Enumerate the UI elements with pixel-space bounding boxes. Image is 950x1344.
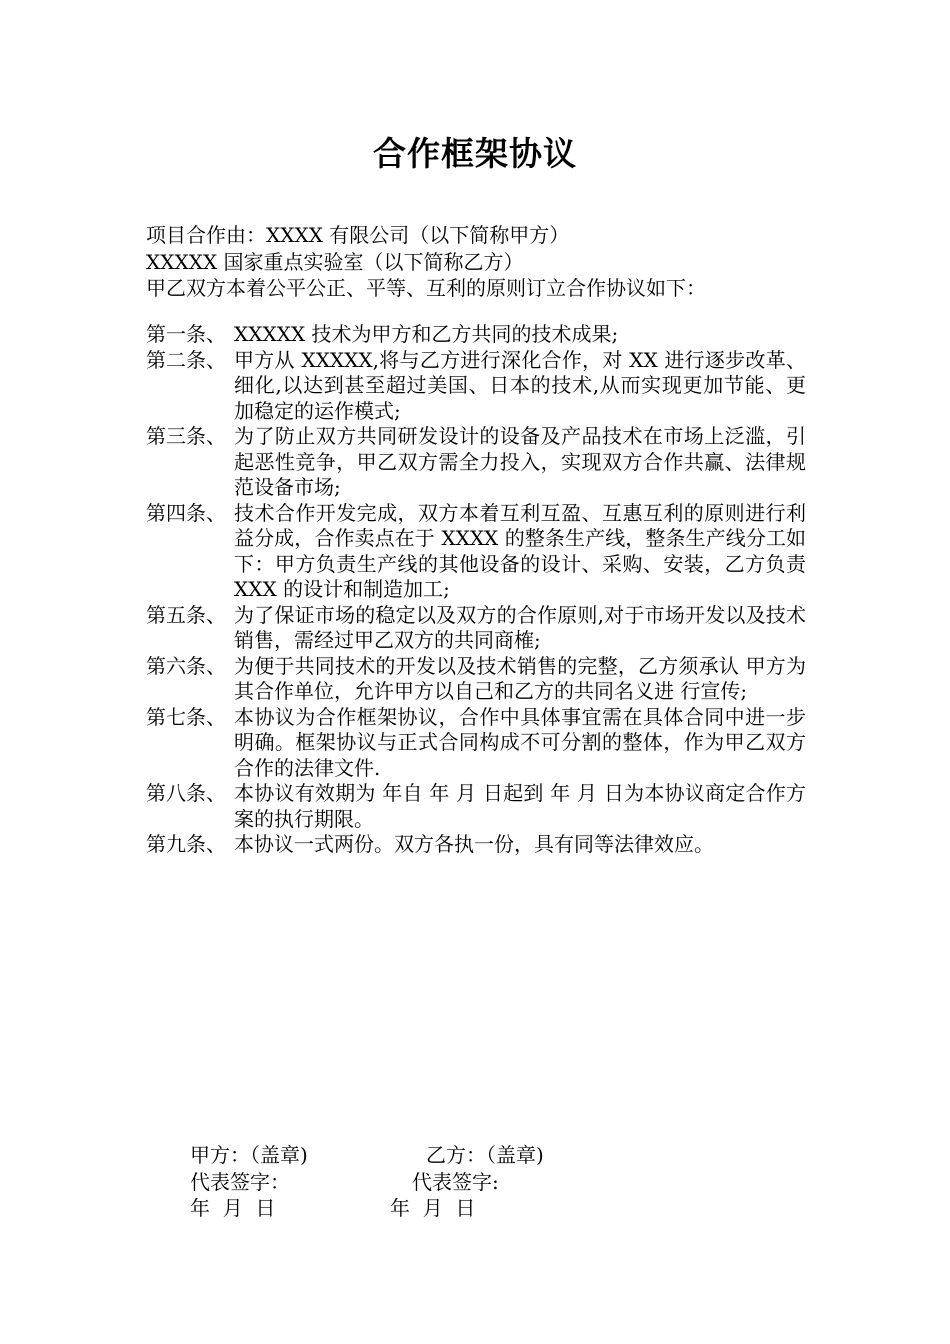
article-text: 为了保证市场的稳定以及双方的合作原则,对于市场开发以及技术销售，需经过甲乙双方的共同商榷;	[234, 602, 806, 652]
article-6	[146, 654, 806, 705]
intro-block	[146, 222, 806, 302]
article-text: 为了防止双方共同研发设计的设备及产品技术在市场上泛滥，引起恶性竞争，甲乙双方需全力投入，实现双方合作共赢、法律规范设备市场;	[234, 424, 806, 499]
article-label: 第六条、	[146, 653, 226, 678]
party-b-seal: 乙方：（盖章)	[426, 1143, 544, 1167]
article-label: 第四条、	[146, 500, 226, 525]
intro-line-party-b: XXXXX 国家重点实验室（以下简称乙方）	[146, 249, 524, 274]
intro-line-principle: 甲乙双方本着公平公正、平等、互利的原则订立合作协议如下：	[146, 276, 706, 300]
party-b-rep-signature: 代表签字:	[412, 1169, 499, 1194]
article-1	[146, 322, 806, 348]
party-a-seal: 甲方：（盖章)	[190, 1143, 308, 1167]
article-text: 为便于共同技术的开发以及技术销售的完整，乙方须承认 甲方为其合作单位，允许甲方以自己和乙方的共同名义进 行宣传;	[234, 653, 806, 703]
article-7	[146, 705, 806, 782]
article-2	[146, 348, 806, 425]
article-8	[146, 781, 806, 832]
article-9	[146, 832, 806, 858]
article-label: 第七条、	[146, 704, 226, 729]
article-text: 本协议一式两份。双方各执一份，具有同等法律效应。	[234, 832, 714, 856]
party-a-date: 年 月 日	[190, 1196, 276, 1220]
article-list	[146, 322, 806, 858]
article-label: 第九条、	[146, 832, 226, 856]
article-text: 本协议有效期为 年自 年 月 日起到 年 月 日为本协议商定合作方案的执行期限。	[234, 781, 806, 831]
article-label: 第一条、	[146, 322, 226, 346]
article-label: 第二条、	[146, 347, 226, 372]
article-label: 第三条、	[146, 424, 226, 448]
article-4	[146, 501, 806, 603]
party-a-rep-signature: 代表签字：	[190, 1169, 290, 1194]
party-b-date: 年 月 日	[390, 1196, 476, 1220]
article-text: 甲方从 XXXXX,将与乙方进行深化合作，对 XX 进行逐步改革、细化,以达到甚至超过美国、日本的技术,从而实现更加节能、更加稳定的运作模式;	[234, 347, 806, 423]
signature-block-party-a	[190, 1142, 308, 1222]
signature-block-party-b	[390, 1142, 544, 1222]
article-text: XXXXX 技术为甲方和乙方共同的技术成果;	[234, 322, 619, 346]
document-title: 合作框架协议	[373, 134, 577, 173]
article-text: 技术合作开发完成，双方本着互利互盈、互惠互利的原则进行利益分成，合作卖点在于 XXXX 的整条生产线，整条生产线分工如下：甲方负责生产线的其他设备的设计、采购、安装，乙方负责 XXX 的设计和制造加工;	[234, 500, 806, 601]
article-label: 第五条、	[146, 602, 226, 627]
article-3	[146, 424, 806, 501]
intro-line-party-a: 项目合作由：XXXX 有限公司（以下简称甲方）	[146, 223, 570, 247]
article-label: 第八条、	[146, 781, 226, 805]
article-5	[146, 603, 806, 654]
article-text: 本协议为合作框架协议，合作中具体事宜需在具体合同中进一步明确。框架协议与正式合同构成不可分割的整体，作为甲乙双方合作的法律文件.	[234, 704, 806, 780]
